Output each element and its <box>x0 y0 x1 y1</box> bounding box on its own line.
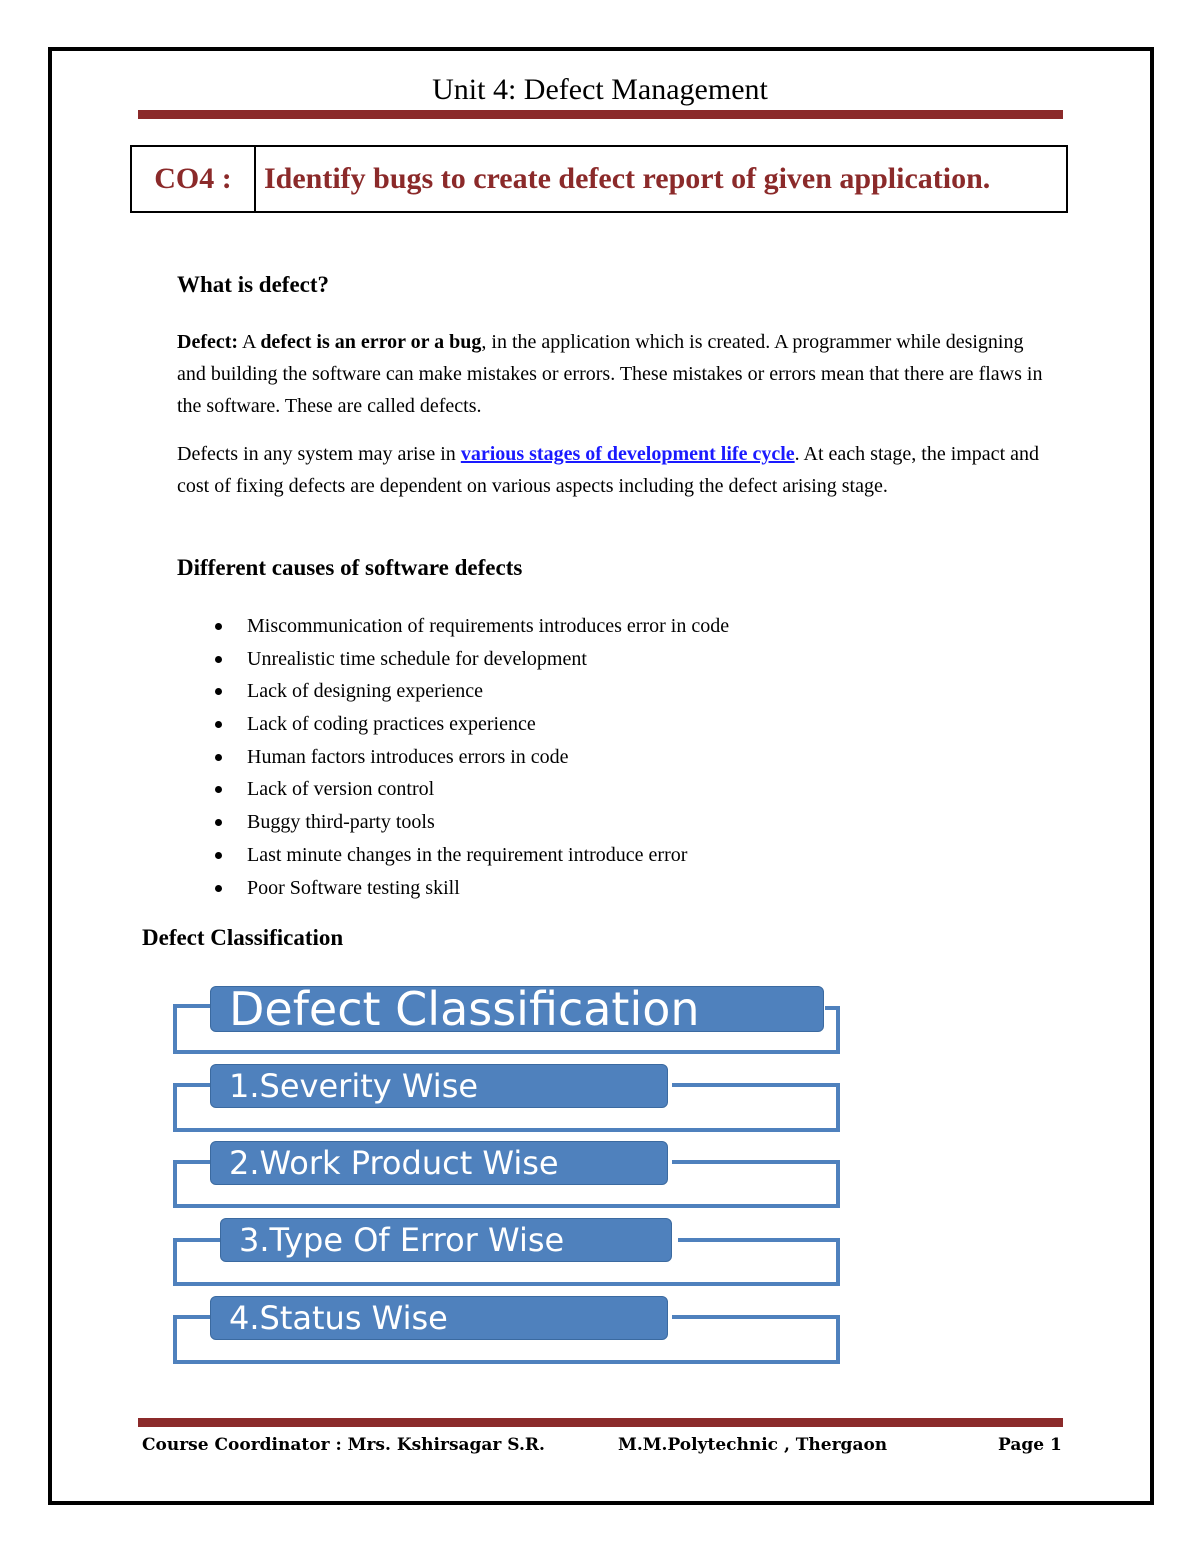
footer-institute: M.M.Polytechnic , Thergaon <box>618 1435 888 1455</box>
defect-definition-bold: defect is an error or a bug <box>260 331 482 353</box>
text-run: A <box>238 331 261 353</box>
text-run: Defects in any system may arise in <box>177 443 461 465</box>
diagram-item-type-of-error: 3.Type Of Error Wise <box>220 1218 672 1262</box>
footer-page-number: Page 1 <box>998 1435 1062 1455</box>
list-item: Miscommunication of requirements introduces error in code <box>177 610 729 643</box>
defect-term: Defect: <box>177 331 239 353</box>
list-item: Unrealistic time schedule for development <box>177 643 729 676</box>
co-label: CO4 : <box>132 147 256 211</box>
list-item: Poor Software testing skill <box>177 872 729 905</box>
co-text: Identify bugs to create defect report of given application. <box>264 162 991 195</box>
footer-rule <box>138 1418 1063 1427</box>
section-heading-causes: Different causes of software defects <box>177 555 523 580</box>
diagram-item-work-product: 2.Work Product Wise <box>210 1141 668 1185</box>
list-item: Lack of version control <box>177 773 729 806</box>
list-item: Last minute changes in the requirement introduce error <box>177 839 729 872</box>
section-heading-what-is-defect: What is defect? <box>177 272 330 297</box>
list-item: Lack of coding practices experience <box>177 708 729 741</box>
text-run: , in the application which is created. A programmer while designing and building the software can make mistakes or errors. These mistakes or errors mean that there are flaws in the software. These are called defects. <box>177 331 1043 417</box>
list-item: Lack of designing experience <box>177 675 729 708</box>
text-run: . At each stage, the impact and cost of fixing defects are dependent on various aspects including the defect arising stage. <box>177 443 1039 497</box>
list-item: Buggy third-party tools <box>177 806 729 839</box>
diagram-item-severity: 1.Severity Wise <box>210 1064 668 1108</box>
diagram-title-bar: Defect Classification <box>210 986 824 1032</box>
list-item: Human factors introduces errors in code <box>177 741 729 774</box>
footer-coordinator: Course Coordinator : Mrs. Kshirsagar S.R. <box>142 1435 545 1455</box>
page-header-title: Unit 4: Defect Management <box>432 73 768 106</box>
development-life-cycle-link[interactable]: various stages of development life cycle <box>460 443 795 465</box>
section-heading-classification: Defect Classification <box>142 925 344 950</box>
diagram-item-status: 4.Status Wise <box>210 1296 668 1340</box>
